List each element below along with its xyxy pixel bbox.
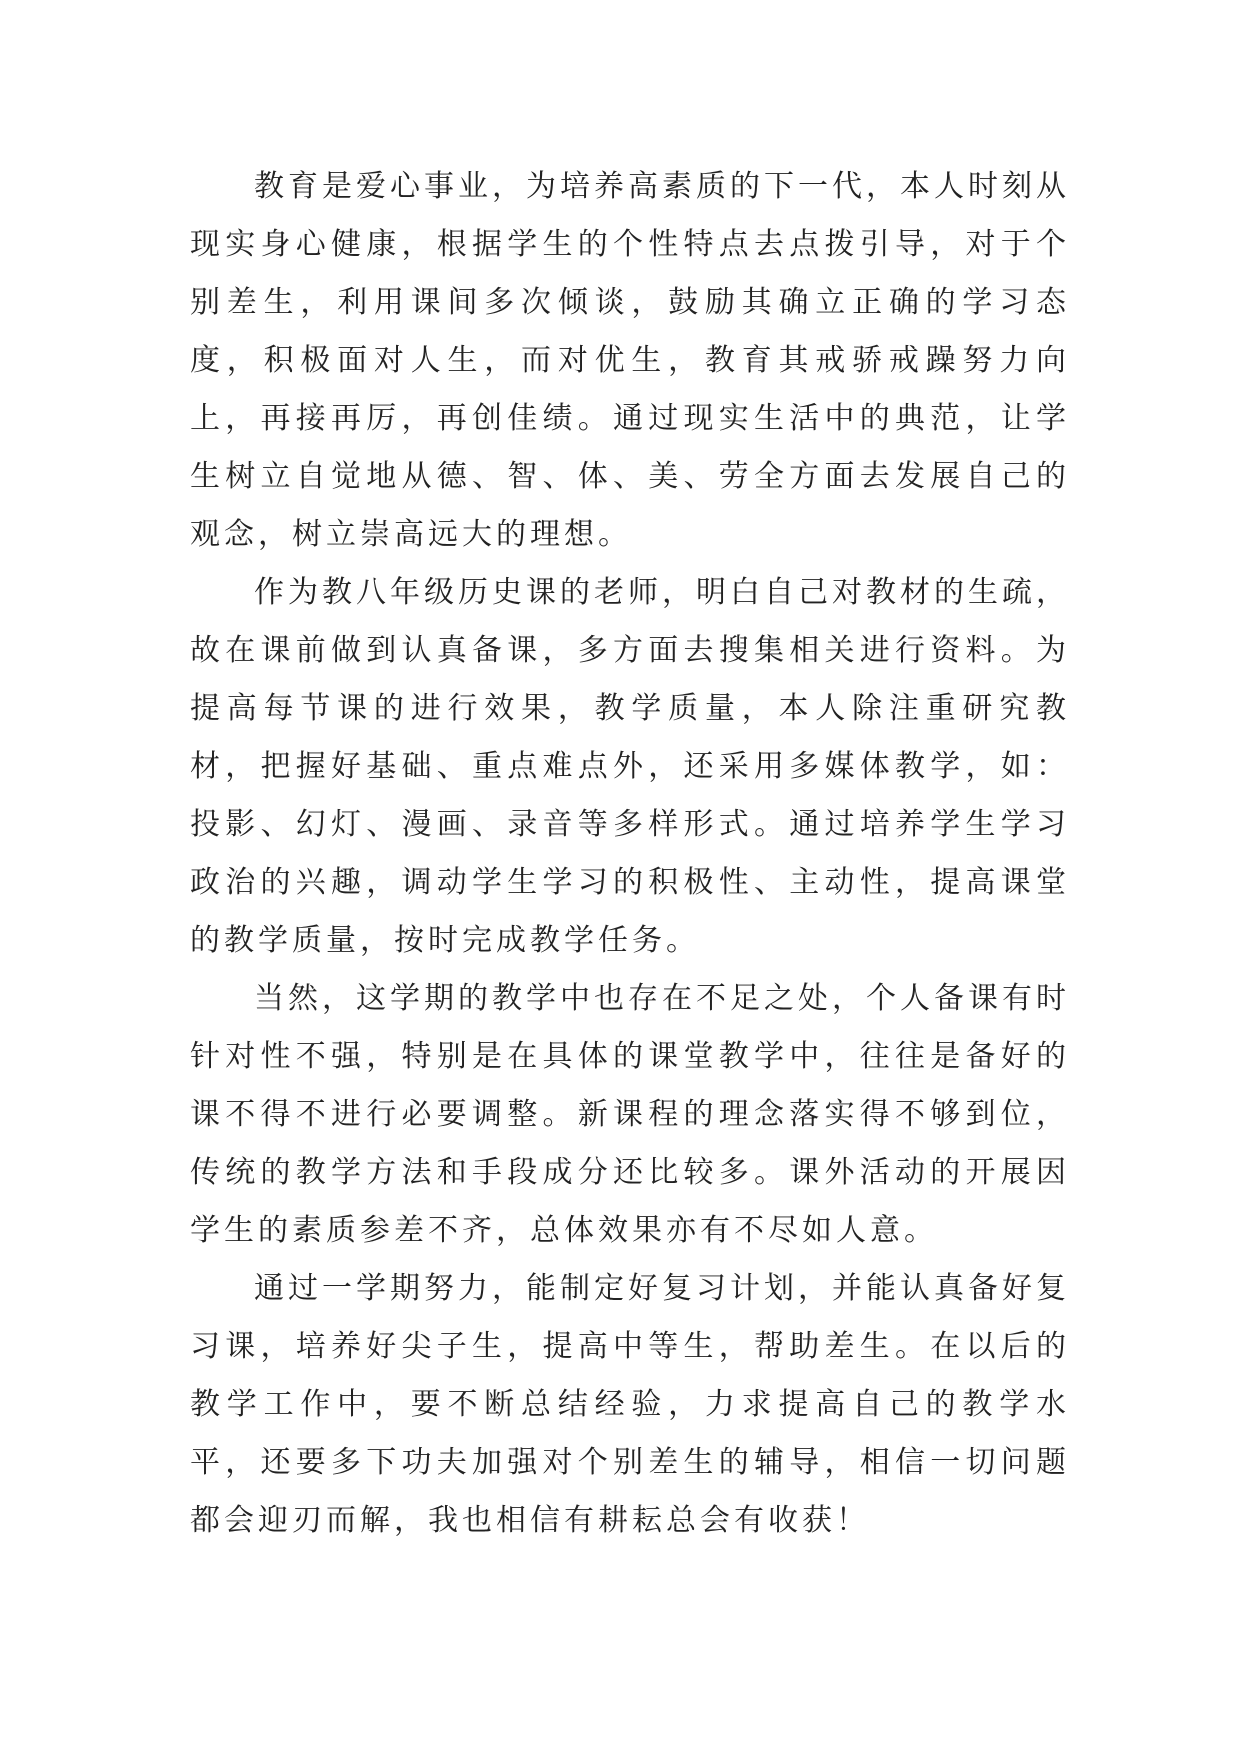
paragraph-3: 当然，这学期的教学中也存在不足之处，个人备课有时针对性不强，特别是在具体的课堂教学中，往往是备好的课不得不进行必要调整。新课程的理念落实得不够到位，传统的教学方法和手段成分还比较多。课外活动的开展因学生的素质参差不齐，总体效果亦有不尽如人意。 (190, 981, 1070, 1248)
paragraph-4: 通过一学期努力，能制定好复习计划，并能认真备好复习课，培养好尖子生，提高中等生，帮助差生。在以后的教学工作中，要不断总结经验，力求提高自己的教学水平，还要多下功夫加强对个别差生的辅导，相信一切问题都会迎刃而解，我也相信有耕耘总会有收获！ (190, 1271, 1070, 1538)
paragraph-1: 教育是爱心事业，为培养高素质的下一代，本人时刻从现实身心健康，根据学生的个性特点去点拨引导，对于个别差生，利用课间多次倾谈，鼓励其确立正确的学习态度，积极面对人生，而对优生，教育其戒骄戒躁努力向上，再接再厉，再创佳绩。通过现实生活中的典范，让学生树立自觉地从德、智、体、美、劳全方面去发展自己的观念，树立崇高远大的理想。 (190, 169, 1070, 552)
document-body (190, 158, 1070, 1550)
paragraph-2: 作为教八年级历史课的老师，明白自己对教材的生疏，故在课前做到认真备课，多方面去搜集相关进行资料。为提高每节课的进行效果，教学质量，本人除注重研究教材，把握好基础、重点难点外，还采用多媒体教学，如：投影、幻灯、漫画、录音等多样形式。通过培养学生学习政治的兴趣，调动学生学习的积极性、主动性，提高课堂的教学质量，按时完成教学任务。 (190, 575, 1070, 958)
